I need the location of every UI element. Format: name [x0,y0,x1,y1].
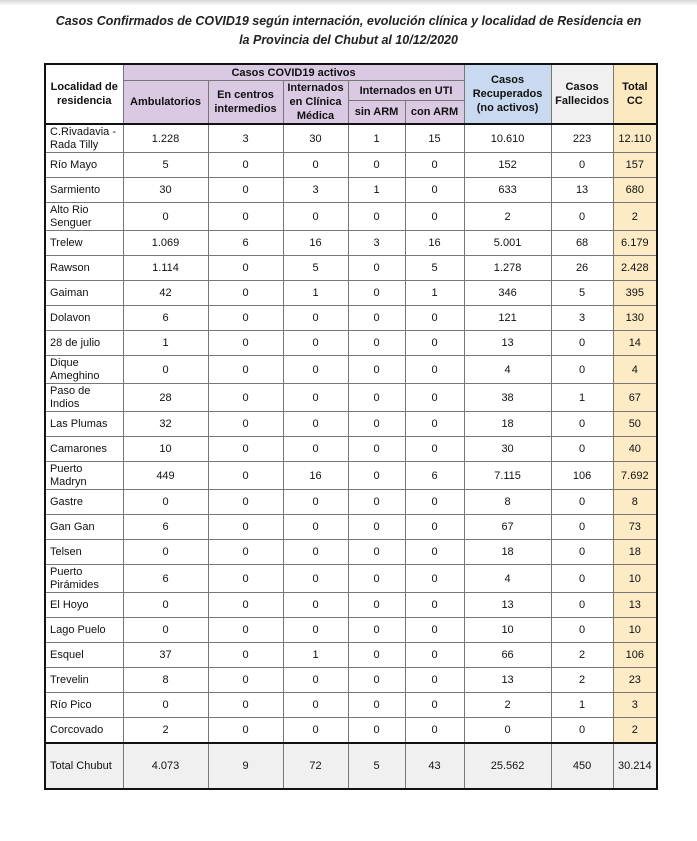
cell-rec: 4 [464,356,551,384]
table-row [45,281,657,306]
cell-loc: Lago Puelo [45,618,123,643]
cell-cm: 0 [283,490,348,515]
cell-loc: Rawson [45,256,123,281]
cell-rec: 2 [464,693,551,718]
cell-fal: 0 [551,565,613,593]
cell-loc: C.Rivadavia - Rada Tilly [45,124,123,153]
header-icu-arm: con ARM [405,101,464,124]
cell-int: 6 [208,231,283,256]
cell-loc: Camarones [45,437,123,462]
cell-con: 0 [405,412,464,437]
cell-loc: Esquel [45,643,123,668]
cell-loc: Alto Rio Senguer [45,203,123,231]
cell-int: 0 [208,462,283,490]
cell-amb: 0 [123,203,208,231]
header-ambulatory: Ambulatorios [123,81,208,125]
cell-sin: 0 [348,565,405,593]
cell-amb: 0 [123,593,208,618]
header-intermediate: En centros intermedios [208,81,283,125]
table-row [45,178,657,203]
cell-rec: 2 [464,203,551,231]
cell-rec: 66 [464,643,551,668]
cell-amb: 0 [123,356,208,384]
cell-fal: 2 [551,668,613,693]
cell-amb: 0 [123,490,208,515]
cell-cm: 16 [283,231,348,256]
cell-sin: 1 [348,178,405,203]
header-locality: Localidad de residencia [45,64,123,124]
cell-cm: 0 [283,306,348,331]
cell-sin: 0 [348,668,405,693]
cell-con: 0 [405,178,464,203]
header-deceased: Casos Fallecidos [551,64,613,124]
top-shadow [0,0,697,6]
cell-int: 0 [208,412,283,437]
cell-fal: 3 [551,306,613,331]
table-body [45,124,657,789]
cell-fal: 13 [551,178,613,203]
cell-amb: 32 [123,412,208,437]
cell-int: 9 [208,743,283,789]
table-row [45,565,657,593]
cell-sin: 0 [348,593,405,618]
cell-sin: 0 [348,718,405,744]
cell-tot: 23 [613,668,657,693]
cell-tot: 2 [613,718,657,744]
cell-cm: 0 [283,618,348,643]
title-line-2: la Provincia del Chubut al 10/12/2020 [239,33,458,47]
total-row [45,743,657,789]
cell-int: 0 [208,515,283,540]
cell-loc: Trevelin [45,668,123,693]
cell-con: 1 [405,281,464,306]
cell-amb: 6 [123,306,208,331]
cell-tot: 2.428 [613,256,657,281]
cell-int: 0 [208,490,283,515]
cell-con: 0 [405,668,464,693]
cell-amb: 6 [123,515,208,540]
cell-cm: 1 [283,643,348,668]
cell-amb: 1 [123,331,208,356]
cell-rec: 633 [464,178,551,203]
document-title [0,12,697,50]
cell-con: 0 [405,565,464,593]
cell-con: 16 [405,231,464,256]
cell-cm: 0 [283,718,348,744]
table-row [45,231,657,256]
cell-rec: 152 [464,153,551,178]
cell-int: 0 [208,203,283,231]
cell-loc: El Hoyo [45,593,123,618]
cell-con: 5 [405,256,464,281]
cell-int: 0 [208,565,283,593]
cell-con: 15 [405,124,464,153]
cell-con: 0 [405,593,464,618]
cell-int: 0 [208,618,283,643]
cell-fal: 450 [551,743,613,789]
cell-int: 0 [208,540,283,565]
cell-cm: 0 [283,153,348,178]
cell-con: 0 [405,306,464,331]
cell-int: 0 [208,281,283,306]
cell-fal: 0 [551,356,613,384]
cell-amb: 42 [123,281,208,306]
cell-sin: 0 [348,356,405,384]
cell-rec: 13 [464,331,551,356]
cell-rec: 4 [464,565,551,593]
cell-fal: 0 [551,153,613,178]
table-row [45,540,657,565]
cell-int: 0 [208,668,283,693]
cell-loc: Paso de Indios [45,384,123,412]
cell-tot: 4 [613,356,657,384]
cell-int: 0 [208,153,283,178]
cell-loc: Puerto Pirámides [45,565,123,593]
cell-loc: 28 de julio [45,331,123,356]
cell-con: 0 [405,515,464,540]
cell-cm: 0 [283,412,348,437]
cell-cm: 0 [283,540,348,565]
cell-sin: 0 [348,540,405,565]
header-icu-group: Internados en UTI [348,81,464,101]
cell-int: 0 [208,331,283,356]
cell-tot: 8 [613,490,657,515]
table-row [45,124,657,153]
cell-amb: 28 [123,384,208,412]
cell-cm: 0 [283,693,348,718]
cell-rec: 1.278 [464,256,551,281]
cell-cm: 72 [283,743,348,789]
cell-fal: 0 [551,618,613,643]
cell-con: 0 [405,153,464,178]
cell-tot: 6.179 [613,231,657,256]
table-row [45,490,657,515]
cell-rec: 0 [464,718,551,744]
cell-loc: Río Pico [45,693,123,718]
table-row [45,462,657,490]
cell-int: 0 [208,593,283,618]
cell-int: 3 [208,124,283,153]
cell-con: 0 [405,384,464,412]
table-row [45,331,657,356]
cell-tot: 157 [613,153,657,178]
cell-rec: 25.562 [464,743,551,789]
cell-fal: 0 [551,331,613,356]
cell-int: 0 [208,178,283,203]
table-row [45,643,657,668]
cell-sin: 1 [348,124,405,153]
cell-sin: 5 [348,743,405,789]
cell-sin: 0 [348,384,405,412]
table-row [45,306,657,331]
cell-con: 0 [405,490,464,515]
cell-sin: 0 [348,203,405,231]
cell-amb: 8 [123,668,208,693]
cell-loc: Corcovado [45,718,123,744]
cell-loc: Puerto Madryn [45,462,123,490]
cell-fal: 26 [551,256,613,281]
cell-cm: 0 [283,384,348,412]
cell-tot: 7.692 [613,462,657,490]
cell-tot: 40 [613,437,657,462]
cell-sin: 0 [348,153,405,178]
cell-amb: 0 [123,618,208,643]
cell-loc: Gan Gan [45,515,123,540]
cell-amb: 30 [123,178,208,203]
cell-tot: 73 [613,515,657,540]
cell-sin: 0 [348,412,405,437]
cell-fal: 0 [551,540,613,565]
cell-sin: 0 [348,515,405,540]
cell-amb: 0 [123,540,208,565]
cell-cm: 0 [283,668,348,693]
cell-sin: 0 [348,281,405,306]
cell-sin: 0 [348,306,405,331]
cell-con: 6 [405,462,464,490]
cell-amb: 10 [123,437,208,462]
cell-sin: 0 [348,462,405,490]
cell-fal: 0 [551,718,613,744]
cell-rec: 8 [464,490,551,515]
table-row [45,593,657,618]
cell-tot: 13 [613,593,657,618]
header-clinical: Internados en Clínica Médica [283,81,348,125]
cell-cm: 0 [283,515,348,540]
title-line-1: Casos Confirmados de COVID19 según internación, evolución clínica y localidad de Residencia en [55,14,642,28]
cell-int: 0 [208,643,283,668]
cell-cm: 30 [283,124,348,153]
cell-sin: 0 [348,437,405,462]
cell-sin: 0 [348,256,405,281]
cell-loc: Telsen [45,540,123,565]
cell-cm: 16 [283,462,348,490]
cell-fal: 68 [551,231,613,256]
cell-con: 0 [405,203,464,231]
cell-int: 0 [208,256,283,281]
cell-amb: 37 [123,643,208,668]
cell-rec: 18 [464,540,551,565]
cell-sin: 0 [348,331,405,356]
cell-rec: 346 [464,281,551,306]
cell-fal: 0 [551,437,613,462]
cell-cm: 0 [283,437,348,462]
cell-fal: 0 [551,515,613,540]
table-row [45,718,657,744]
cell-amb: 449 [123,462,208,490]
cell-fal: 0 [551,203,613,231]
header-recovered: Casos Recuperados (no activos) [464,64,551,124]
cell-amb: 4.073 [123,743,208,789]
cell-cm: 0 [283,203,348,231]
cell-fal: 0 [551,593,613,618]
cell-amb: 0 [123,693,208,718]
cell-fal: 0 [551,490,613,515]
cell-tot: 14 [613,331,657,356]
cell-con: 0 [405,643,464,668]
table-row [45,437,657,462]
table-row [45,153,657,178]
cell-loc: Sarmiento [45,178,123,203]
cell-con: 0 [405,356,464,384]
cell-int: 0 [208,356,283,384]
header-icu-no-arm: sin ARM [348,101,405,124]
cell-rec: 30 [464,437,551,462]
cell-tot: 130 [613,306,657,331]
cell-int: 0 [208,437,283,462]
cell-cm: 0 [283,331,348,356]
cell-int: 0 [208,384,283,412]
cell-fal: 2 [551,643,613,668]
covid-cases-table [44,63,658,790]
cell-rec: 13 [464,668,551,693]
cell-cm: 5 [283,256,348,281]
cell-loc: Trelew [45,231,123,256]
table-row [45,412,657,437]
cell-tot: 680 [613,178,657,203]
cell-loc: Gastre [45,490,123,515]
cell-loc: Dolavon [45,306,123,331]
cell-rec: 38 [464,384,551,412]
cell-int: 0 [208,693,283,718]
cell-rec: 67 [464,515,551,540]
table-row [45,693,657,718]
cell-loc: Río Mayo [45,153,123,178]
cell-tot: 2 [613,203,657,231]
cell-rec: 10.610 [464,124,551,153]
cell-amb: 1.114 [123,256,208,281]
cell-cm: 0 [283,565,348,593]
cell-fal: 0 [551,412,613,437]
cell-sin: 0 [348,643,405,668]
table-row [45,256,657,281]
cell-loc: Dique Ameghino [45,356,123,384]
cell-loc: Gaiman [45,281,123,306]
cell-sin: 0 [348,693,405,718]
cell-con: 0 [405,618,464,643]
header-total: Total CC [613,64,657,124]
cell-tot: 67 [613,384,657,412]
cell-sin: 3 [348,231,405,256]
cell-rec: 13 [464,593,551,618]
table-row [45,203,657,231]
cell-con: 0 [405,540,464,565]
table-row [45,668,657,693]
cell-loc: Total Chubut [45,743,123,789]
cell-cm: 0 [283,593,348,618]
cell-amb: 1.228 [123,124,208,153]
cell-tot: 10 [613,565,657,593]
cell-tot: 395 [613,281,657,306]
table-row [45,384,657,412]
cell-tot: 10 [613,618,657,643]
cell-fal: 223 [551,124,613,153]
cell-tot: 12.110 [613,124,657,153]
cell-tot: 50 [613,412,657,437]
header-active-group: Casos COVID19 activos [123,64,464,81]
cell-fal: 1 [551,384,613,412]
cell-rec: 121 [464,306,551,331]
cell-tot: 18 [613,540,657,565]
table-row [45,618,657,643]
cell-int: 0 [208,718,283,744]
cell-cm: 0 [283,356,348,384]
cell-rec: 5.001 [464,231,551,256]
cell-amb: 1.069 [123,231,208,256]
cell-cm: 3 [283,178,348,203]
cell-fal: 1 [551,693,613,718]
cell-rec: 18 [464,412,551,437]
cell-loc: Las Plumas [45,412,123,437]
cell-sin: 0 [348,490,405,515]
cell-amb: 6 [123,565,208,593]
cell-tot: 3 [613,693,657,718]
cell-con: 0 [405,437,464,462]
cell-tot: 30.214 [613,743,657,789]
cell-cm: 1 [283,281,348,306]
cell-con: 43 [405,743,464,789]
cell-fal: 106 [551,462,613,490]
cell-con: 0 [405,331,464,356]
cell-amb: 2 [123,718,208,744]
cell-int: 0 [208,306,283,331]
cell-tot: 106 [613,643,657,668]
cell-rec: 7.115 [464,462,551,490]
cell-sin: 0 [348,618,405,643]
cell-amb: 5 [123,153,208,178]
cell-rec: 10 [464,618,551,643]
table-row [45,356,657,384]
cell-con: 0 [405,718,464,744]
cell-fal: 5 [551,281,613,306]
cell-con: 0 [405,693,464,718]
table-row [45,515,657,540]
